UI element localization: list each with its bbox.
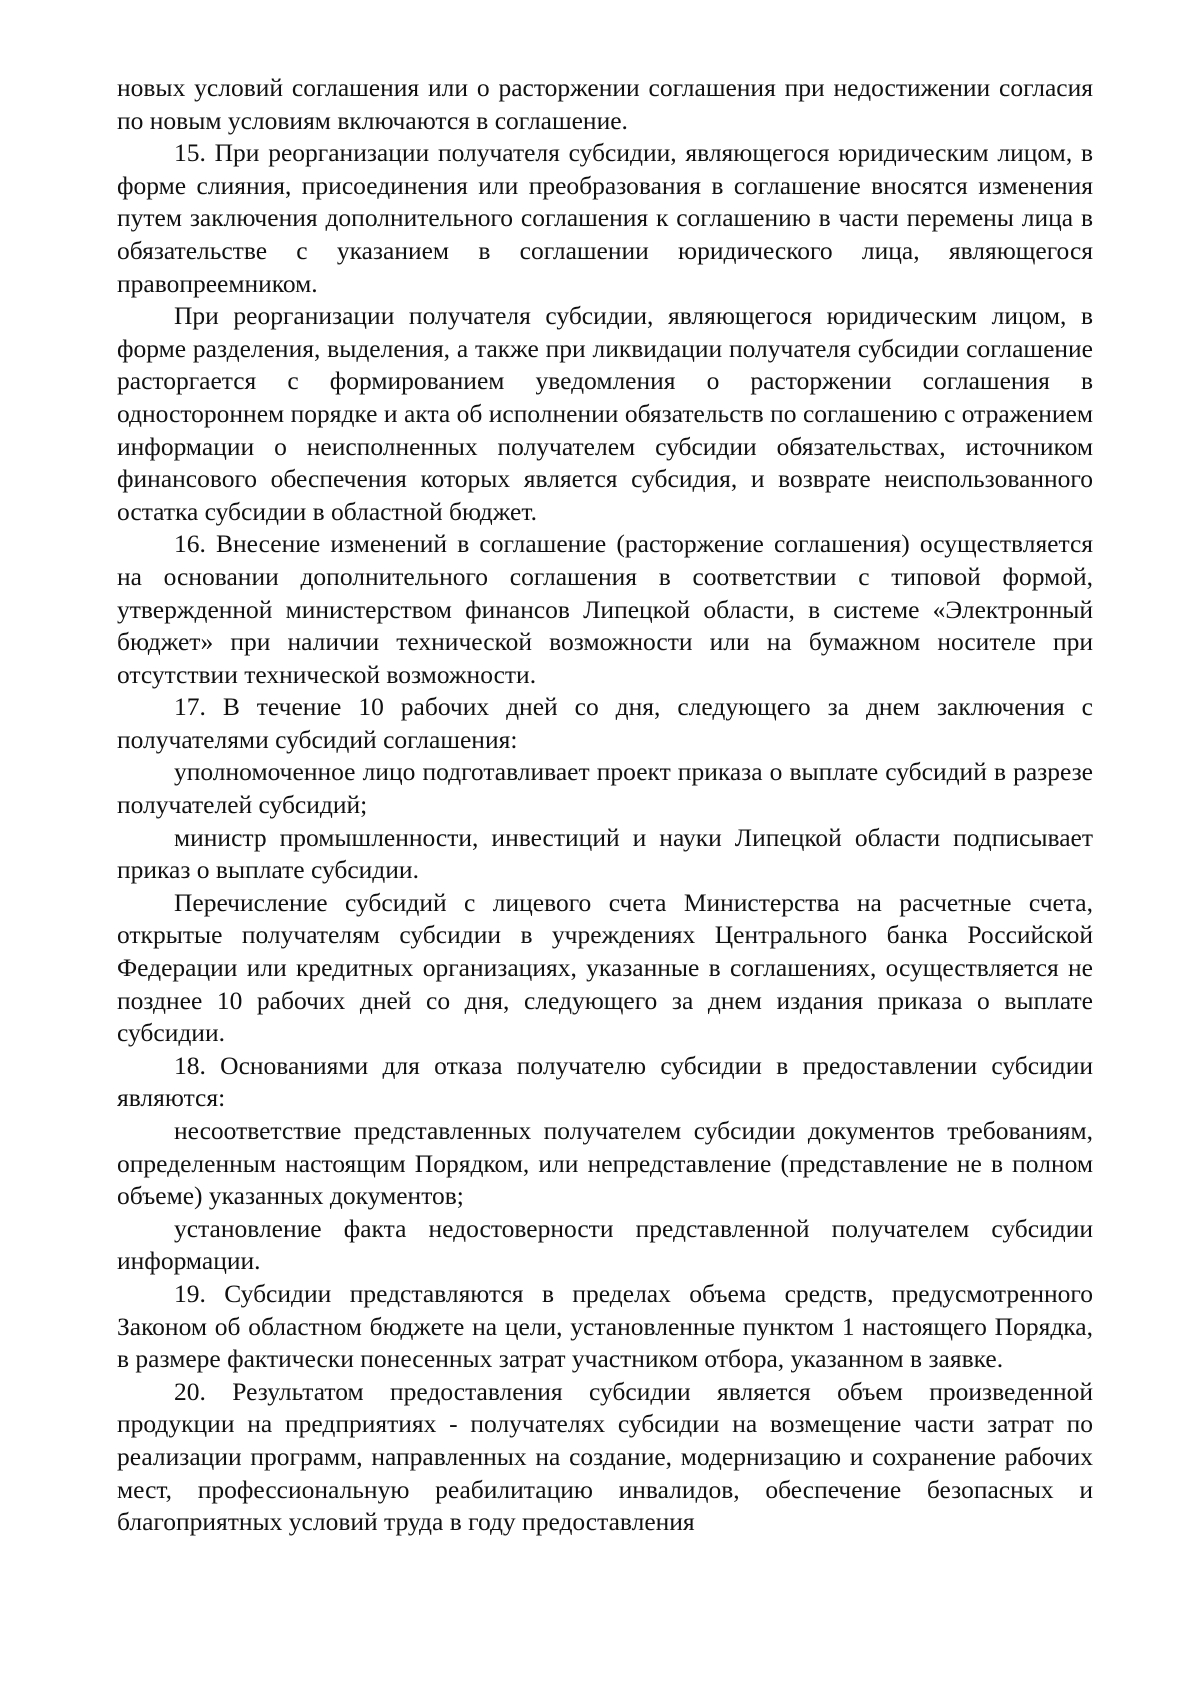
document-page (117, 72, 1093, 1539)
paragraph-16: 16. Внесение изменений в соглашение (расторжение соглашения) осуществляется на основании дополнительного соглашения в соответствии с типовой формой, утвержденной министерством финансов Липецкой области, в системе «Электронный бюджет» при наличии технической возможности или на бумажном носителе при отсутствии технической возможности. (117, 529, 1093, 689)
paragraph-17-order-sign: министр промышленности, инвестиций и науки Липецкой области подписывает приказ о выплате субсидии. (117, 822, 1093, 885)
paragraph-19: 19. Субсидии представляются в пределах объема средств, предусмотренного Законом об областном бюджете на цели, установленные пунктом 1 настоящего Порядка, в размере фактически понесенных затрат участником отбора, указанном в заявке. (117, 1278, 1093, 1374)
paragraph-17: 17. В течение 10 рабочих дней со дня, следующего за днем заключения с получателями субсидий соглашения: (117, 692, 1093, 754)
paragraph-18-mismatch: несоответствие представленных получателем субсидии документов требованиям, определенным настоящим Порядком, или непредставление (представление не в полном объеме) указанных документов; (117, 1116, 1093, 1211)
paragraph-17-order-draft: уполномоченное лицо подготавливает проект приказа о выплате субсидий в разрезе получателей субсидий; (117, 757, 1093, 820)
paragraph-18: 18. Основаниями для отказа получателю субсидии в предоставлении субсидии являются: (117, 1050, 1093, 1113)
paragraph-15-division: При реорганизации получателя субсидии, являющегося юридическим лицом, в форме разделения, выделения, а также при ликвидации получателя субсидии соглашение расторгается с формированием уведомления о расторжении соглашения в одностороннем порядке и акта об исполнении обязательств по соглашению с отражением информации о неисполненных получателем субсидии обязательствах, источником финансового обеспечения которых является субсидия, и возврате неиспользованного остатка субсидии в областной бюджет. (117, 301, 1093, 526)
paragraph-continuation: новых условий соглашения или о расторжении соглашения при недостижении согласия по новым условиям включаются в соглашение. (117, 73, 1093, 135)
paragraph-17-transfer: Перечисление субсидий с лицевого счета Министерства на расчетные счета, открытые получателям субсидии в учреждениях Центрального банка Российской Федерации или кредитных организациях, указанные в соглашениях, осуществляется не позднее 10 рабочих дней со дня, следующего за днем издания приказа о выплате субсидии. (117, 887, 1093, 1048)
paragraph-18-unreliable: установление факта недостоверности представленной получателем субсидии информации. (117, 1213, 1093, 1276)
paragraph-15-merger: 15. При реорганизации получателя субсидии, являющегося юридическим лицом, в форме слияния, присоединения или преобразования в соглашение вносятся изменения путем заключения дополнительного соглашения к соглашению в части перемены лица в обязательстве с указанием в соглашении юридического лица, являющегося правопреемником. (117, 138, 1093, 298)
paragraph-20: 20. Результатом предоставления субсидии является объем произведенной продукции на предприятиях - получателях субсидии на возмещение части затрат по реализации программ, направленных на создание, модернизацию и сохранение рабочих мест, профессиональную реабилитацию инвалидов, обеспечение безопасных и благоприятных условий труда в году предоставления (117, 1376, 1093, 1537)
